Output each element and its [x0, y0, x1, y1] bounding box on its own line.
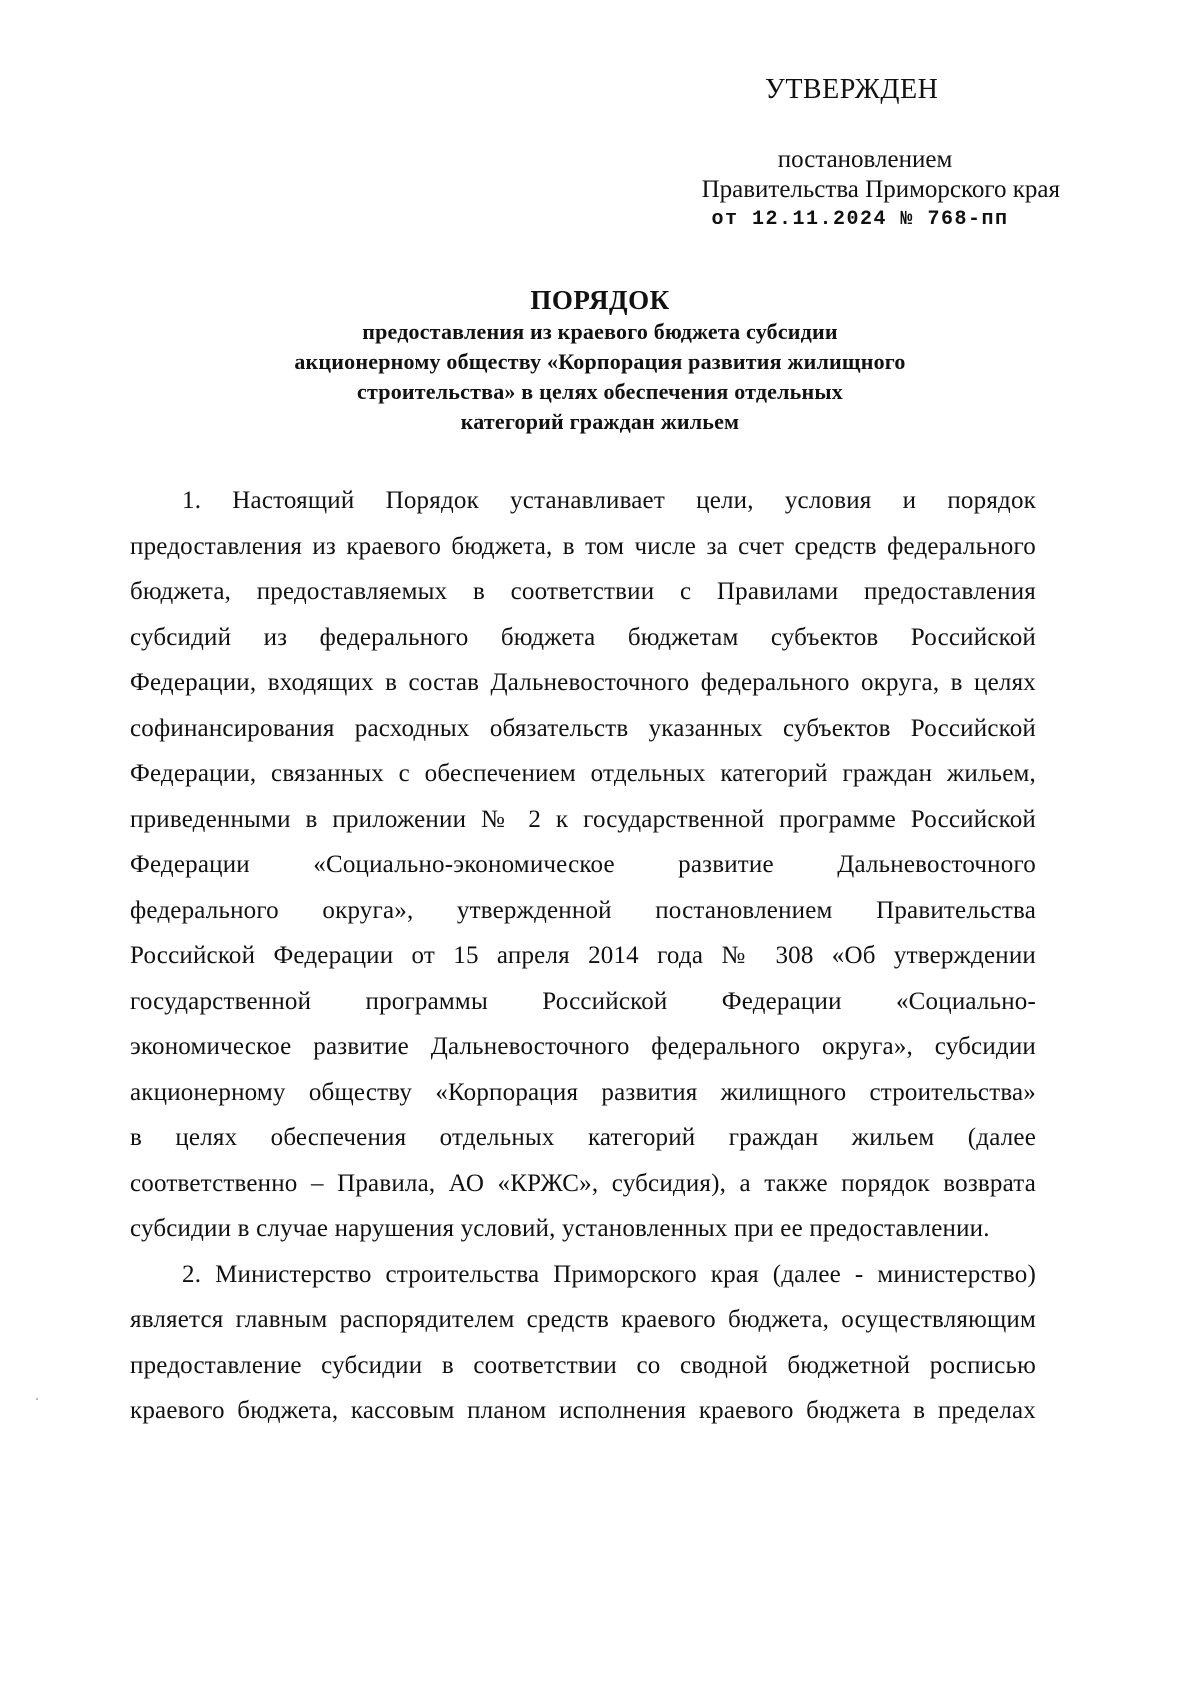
text-line: субсидии в случае нарушения условий, установленных при ее предоставлении. [130, 1215, 990, 1242]
text-line: приведенными в приложении № 2 к государственной программе Российской [130, 805, 1036, 833]
title-heading: ПОРЯДОК [530, 285, 670, 315]
title-line: акционерному обществу «Корпорация развития жилищного [294, 349, 906, 374]
text-line: Федерации, входящих в состав Дальневосточного федерального округа, в целях [130, 669, 1036, 696]
text-line: в целях обеспечения отдельных категорий граждан жильем (далее [130, 1124, 1036, 1151]
title-line: категорий граждан жильем [460, 409, 740, 434]
text-line: соответственно – Правила, АО «КРЖС», субсидия), а также порядок возврата [130, 1169, 1036, 1197]
scan-artifact-mark [36, 1398, 38, 1400]
text-line: Федерации «Социально-экономическое развитие Дальневосточного [130, 851, 1036, 878]
text-line: Федерации, связанных с обеспечением отдельных категорий граждан жильем, [130, 760, 1036, 787]
text-line: 1. Настоящий Порядок устанавливает цели, условия и порядок [182, 487, 1036, 514]
approval-line-date-number: от 12.11.2024 № 768-пп [711, 208, 1009, 231]
text-line: предоставление субсидии в соответствии со сводной бюджетной росписью [130, 1351, 1036, 1379]
approval-line-government: Правительства Приморского края [701, 176, 1060, 203]
text-line: государственной программы Российской Федерации «Социально- [130, 987, 1036, 1015]
text-line: 2. Министерство строительства Приморского края (далее - министерство) [182, 1260, 1036, 1288]
text-line: является главным распорядителем средств краевого бюджета, осуществляющим [130, 1306, 1036, 1333]
title-line: предоставления из краевого бюджета субсидии [362, 319, 838, 344]
paragraph-1 [130, 478, 1036, 1252]
text-line: краевого бюджета, кассовым планом исполнения краевого бюджета в пределах [130, 1397, 1036, 1424]
text-line: бюджета, предоставляемых в соответствии с Правилами предоставления [130, 578, 1036, 605]
document-title [180, 283, 1020, 437]
text-line: Российской Федерации от 15 апреля 2014 года № 308 «Об утверждении [130, 942, 1036, 969]
text-line: предоставления из краевого бюджета, в том числе за счет средств федерального [130, 532, 1036, 560]
document-body [130, 478, 1036, 1434]
text-line: акционерному обществу «Корпорация развития жилищного строительства» [130, 1078, 1036, 1106]
text-line: софинансирования расходных обязательств указанных субъектов Российской [130, 714, 1036, 742]
paragraph-2 [130, 1252, 1036, 1434]
text-line: субсидий из федерального бюджета бюджетам субъектов Российской [130, 623, 1036, 651]
approval-stamp: УТВЕРЖДЕН [765, 74, 939, 105]
text-line: экономическое развитие Дальневосточного федерального округа», субсидии [130, 1033, 1036, 1060]
title-line: строительства» в целях обеспечения отдельных [357, 379, 843, 404]
text-line: федерального округа», утвержденной постановлением Правительства [130, 896, 1036, 924]
approval-reference [640, 145, 1060, 235]
approval-line-decree: постановлением [777, 146, 953, 173]
